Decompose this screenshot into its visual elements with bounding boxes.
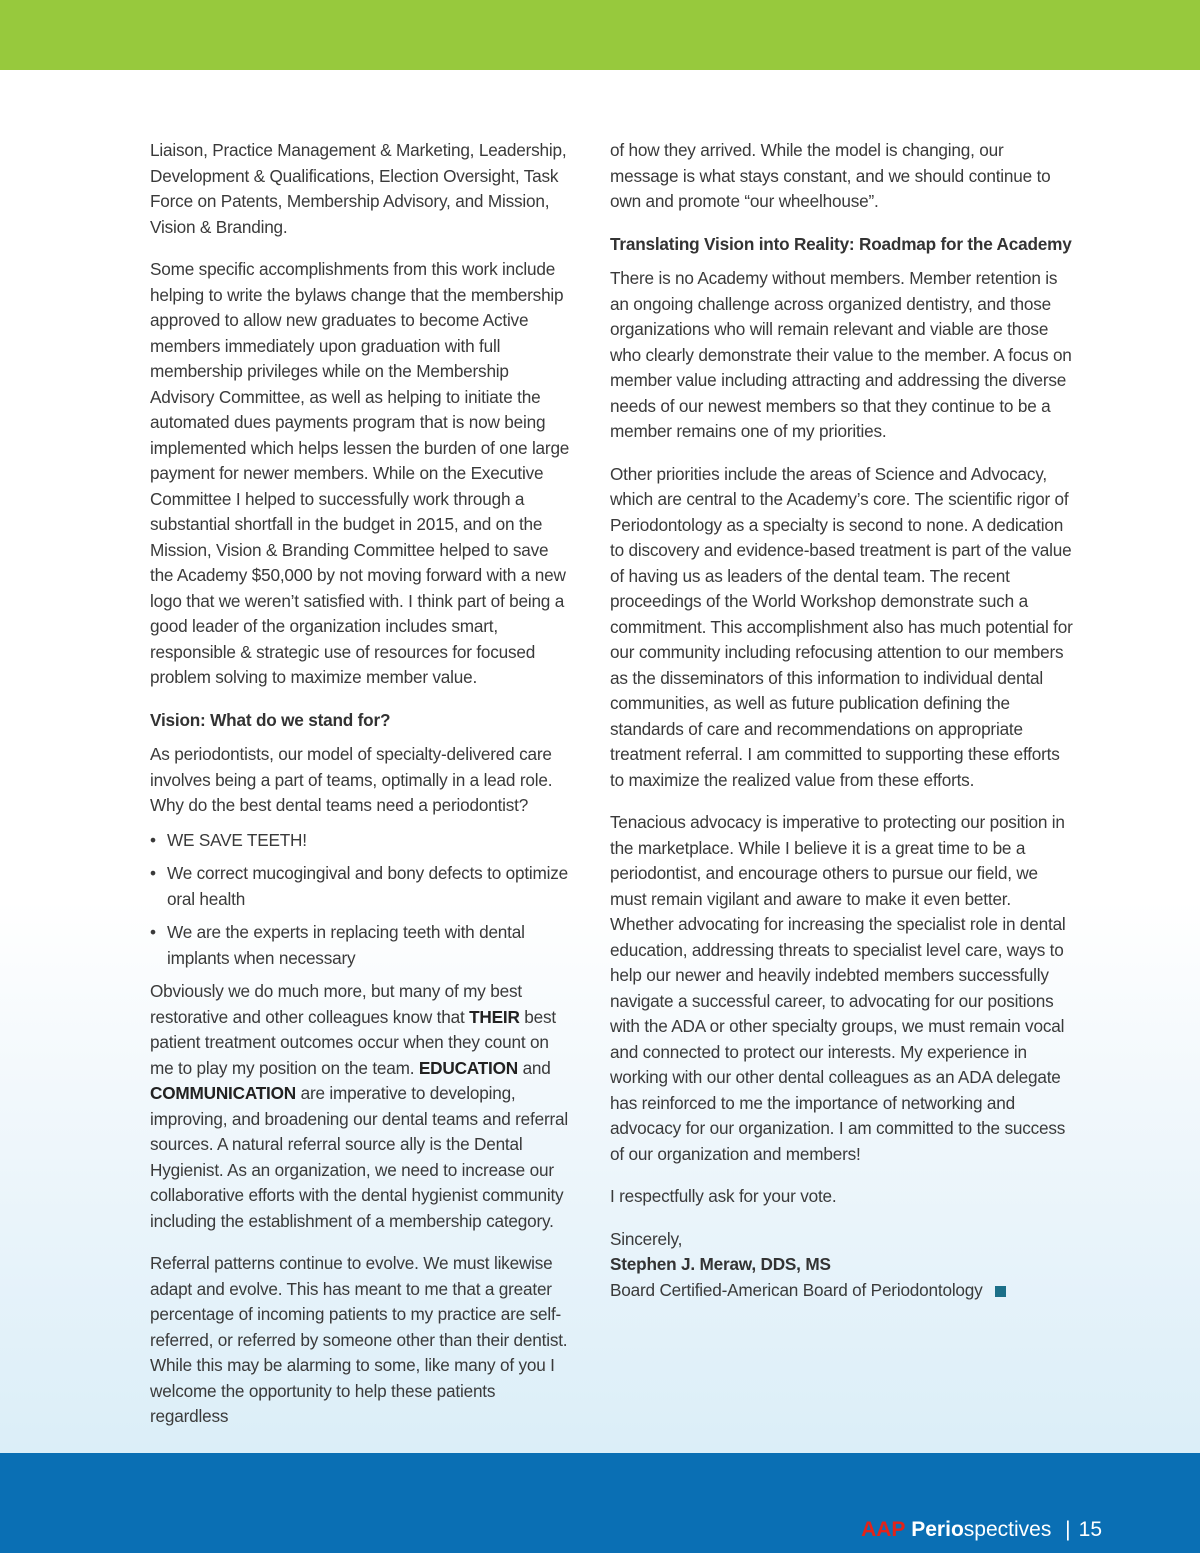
text-run: best patient treatment outcomes occur when they count on me to play my position on the team. [150,1006,556,1078]
signature-block [610,1227,1075,1304]
right-paragraph-1: of how they arrived. While the model is changing, our message is what stays constant, and we should continue to own and promote “our wheelhouse”. [610,140,1051,211]
end-mark-icon [995,1286,1006,1297]
right-paragraph-5: I respectfully ask for your vote. [610,1186,837,1206]
right-paragraph-2: There is no Academy without members. Member retention is an ongoing challenge across organized dentistry, and those organizations who will remain relevant and viable are those who clearly demonstrate their value to the member. A focus on member value including attracting and addressing the diverse needs of our newest members so that they continue to be a member remains one of my priorities. [610,268,1072,441]
right-paragraph-3: Other priorities include the areas of Science and Advocacy, which are central to the Academy’s core. The scientific rigor of Periodontology as a specialty is second to none. A dedication to discovery and evidence-based treatment is part of the value of having us as leaders of the dental team. The recent proceedings of the World Workshop demonstrate such a commitment. This accomplishment also has much potential for our community including refocusing attention to our members as the disseminators of this information to individual dental communities, as well as future publication defining the standards of care and recommendations on appropriate treatment referral. I am committed to supporting these efforts to maximize the realized value from these efforts. [610,463,1073,790]
emphasis-their: THEIR [469,1006,520,1027]
list-item: • We correct mucogingival and bony defects to optimize oral health [150,861,575,912]
text-run: and [518,1057,551,1078]
page-footer [861,1518,1102,1542]
right-column [610,138,1075,1303]
vision-heading: Vision: What do we stand for? [150,709,391,730]
left-paragraph-4 [150,979,575,1234]
left-paragraph-1: Liaison, Practice Management & Marketing, Leadership, Development & Qualifications, Election Oversight, Task Force on Patents, Membership Advisory, and Mission, Vision & Branding. [150,140,567,237]
list-item: • WE SAVE TEETH! [150,828,575,854]
roadmap-heading: Translating Vision into Reality: Roadmap for the Academy [610,233,1072,254]
page-number: 15 [1078,1518,1102,1541]
left-paragraph-5: Referral patterns continue to evolve. We must likewise adapt and evolve. This has meant to me that a greater percentage of incoming patients to my practice are self-referred, or referred by someone other than their dentist. While this may be alarming to some, like many of you I welcome the opportunity to help these patients regardless [150,1253,568,1426]
signer-name: Stephen J. Meraw, DDS, MS [610,1254,831,1274]
emphasis-education: EDUCATION [418,1057,518,1078]
closing: Sincerely, [610,1228,683,1249]
left-column [150,138,575,1447]
text-run: are imperative to developing, improving, and broadening our dental teams and referral sources. A natural referral source ally is the Dental Hygienist. As an organization, we need to increase our collaborative efforts with the dental hygienist community including the establishment of a membership category. [150,1083,568,1231]
list-item: • We are the experts in replacing teeth with dental implants when necessary [150,920,575,971]
footer-divider: | [1065,1518,1071,1541]
text-run: Obviously we do much more, but many of my best restorative and other colleagues know that [150,981,522,1027]
right-paragraph-4: Tenacious advocacy is imperative to protecting our position in the marketplace. While I believe it is a great time to be a periodontist, and encourage others to pursue our field, we must remain vigilant and aware to make it even better. Whether advocating for increasing the specialist role in dental education, addressing threats to specialist level care, ways to help our newer and heavily indebted members successfully navigate a successful career, to advocating for our positions with the ADA or other specialty groups, we must remain vocal and connected to protect our interests. My experience in working with our other dental colleagues as an ADA delegate has reinforced to me the importance of networking and advocacy for our organization. I am committed to the success of our organization and members! [610,812,1066,1164]
signer-title: Board Certified-American Board of Periodontology [610,1279,983,1300]
brand-perio: Perio [911,1518,964,1541]
emphasis-communication: COMMUNICATION [150,1083,297,1103]
brand-spectives: spectives [963,1518,1052,1541]
signer-title-line [610,1278,1075,1304]
bullet-list [150,828,575,972]
left-paragraph-2: Some specific accomplishments from this work include helping to write the bylaws change that the membership approved to allow new graduates to become Active members immediately upon graduation with full membership privileges while on the Membership Advisory Committee, as well as helping to initiate the automated dues payments program that is now being implemented which helps lessen the burden of one large payment for newer members. While on the Executive Committee I helped to successfully work through a substantial shortfall in the budget in 2015, and on the Mission, Vision & Branding Committee helped to save the Academy $50,000 by not moving forward with a new logo that we weren’t satisfied with. I think part of being a good leader of the organization includes smart, responsible & strategic use of resources for focused problem solving to maximize member value. [150,259,570,687]
left-paragraph-3: As periodontists, our model of specialty-delivered care involves being a part of teams, optimally in a lead role. Why do the best dental teams need a periodontist? [150,744,553,815]
top-color-bar [0,0,1200,70]
brand-aap: AAP [861,1518,906,1541]
